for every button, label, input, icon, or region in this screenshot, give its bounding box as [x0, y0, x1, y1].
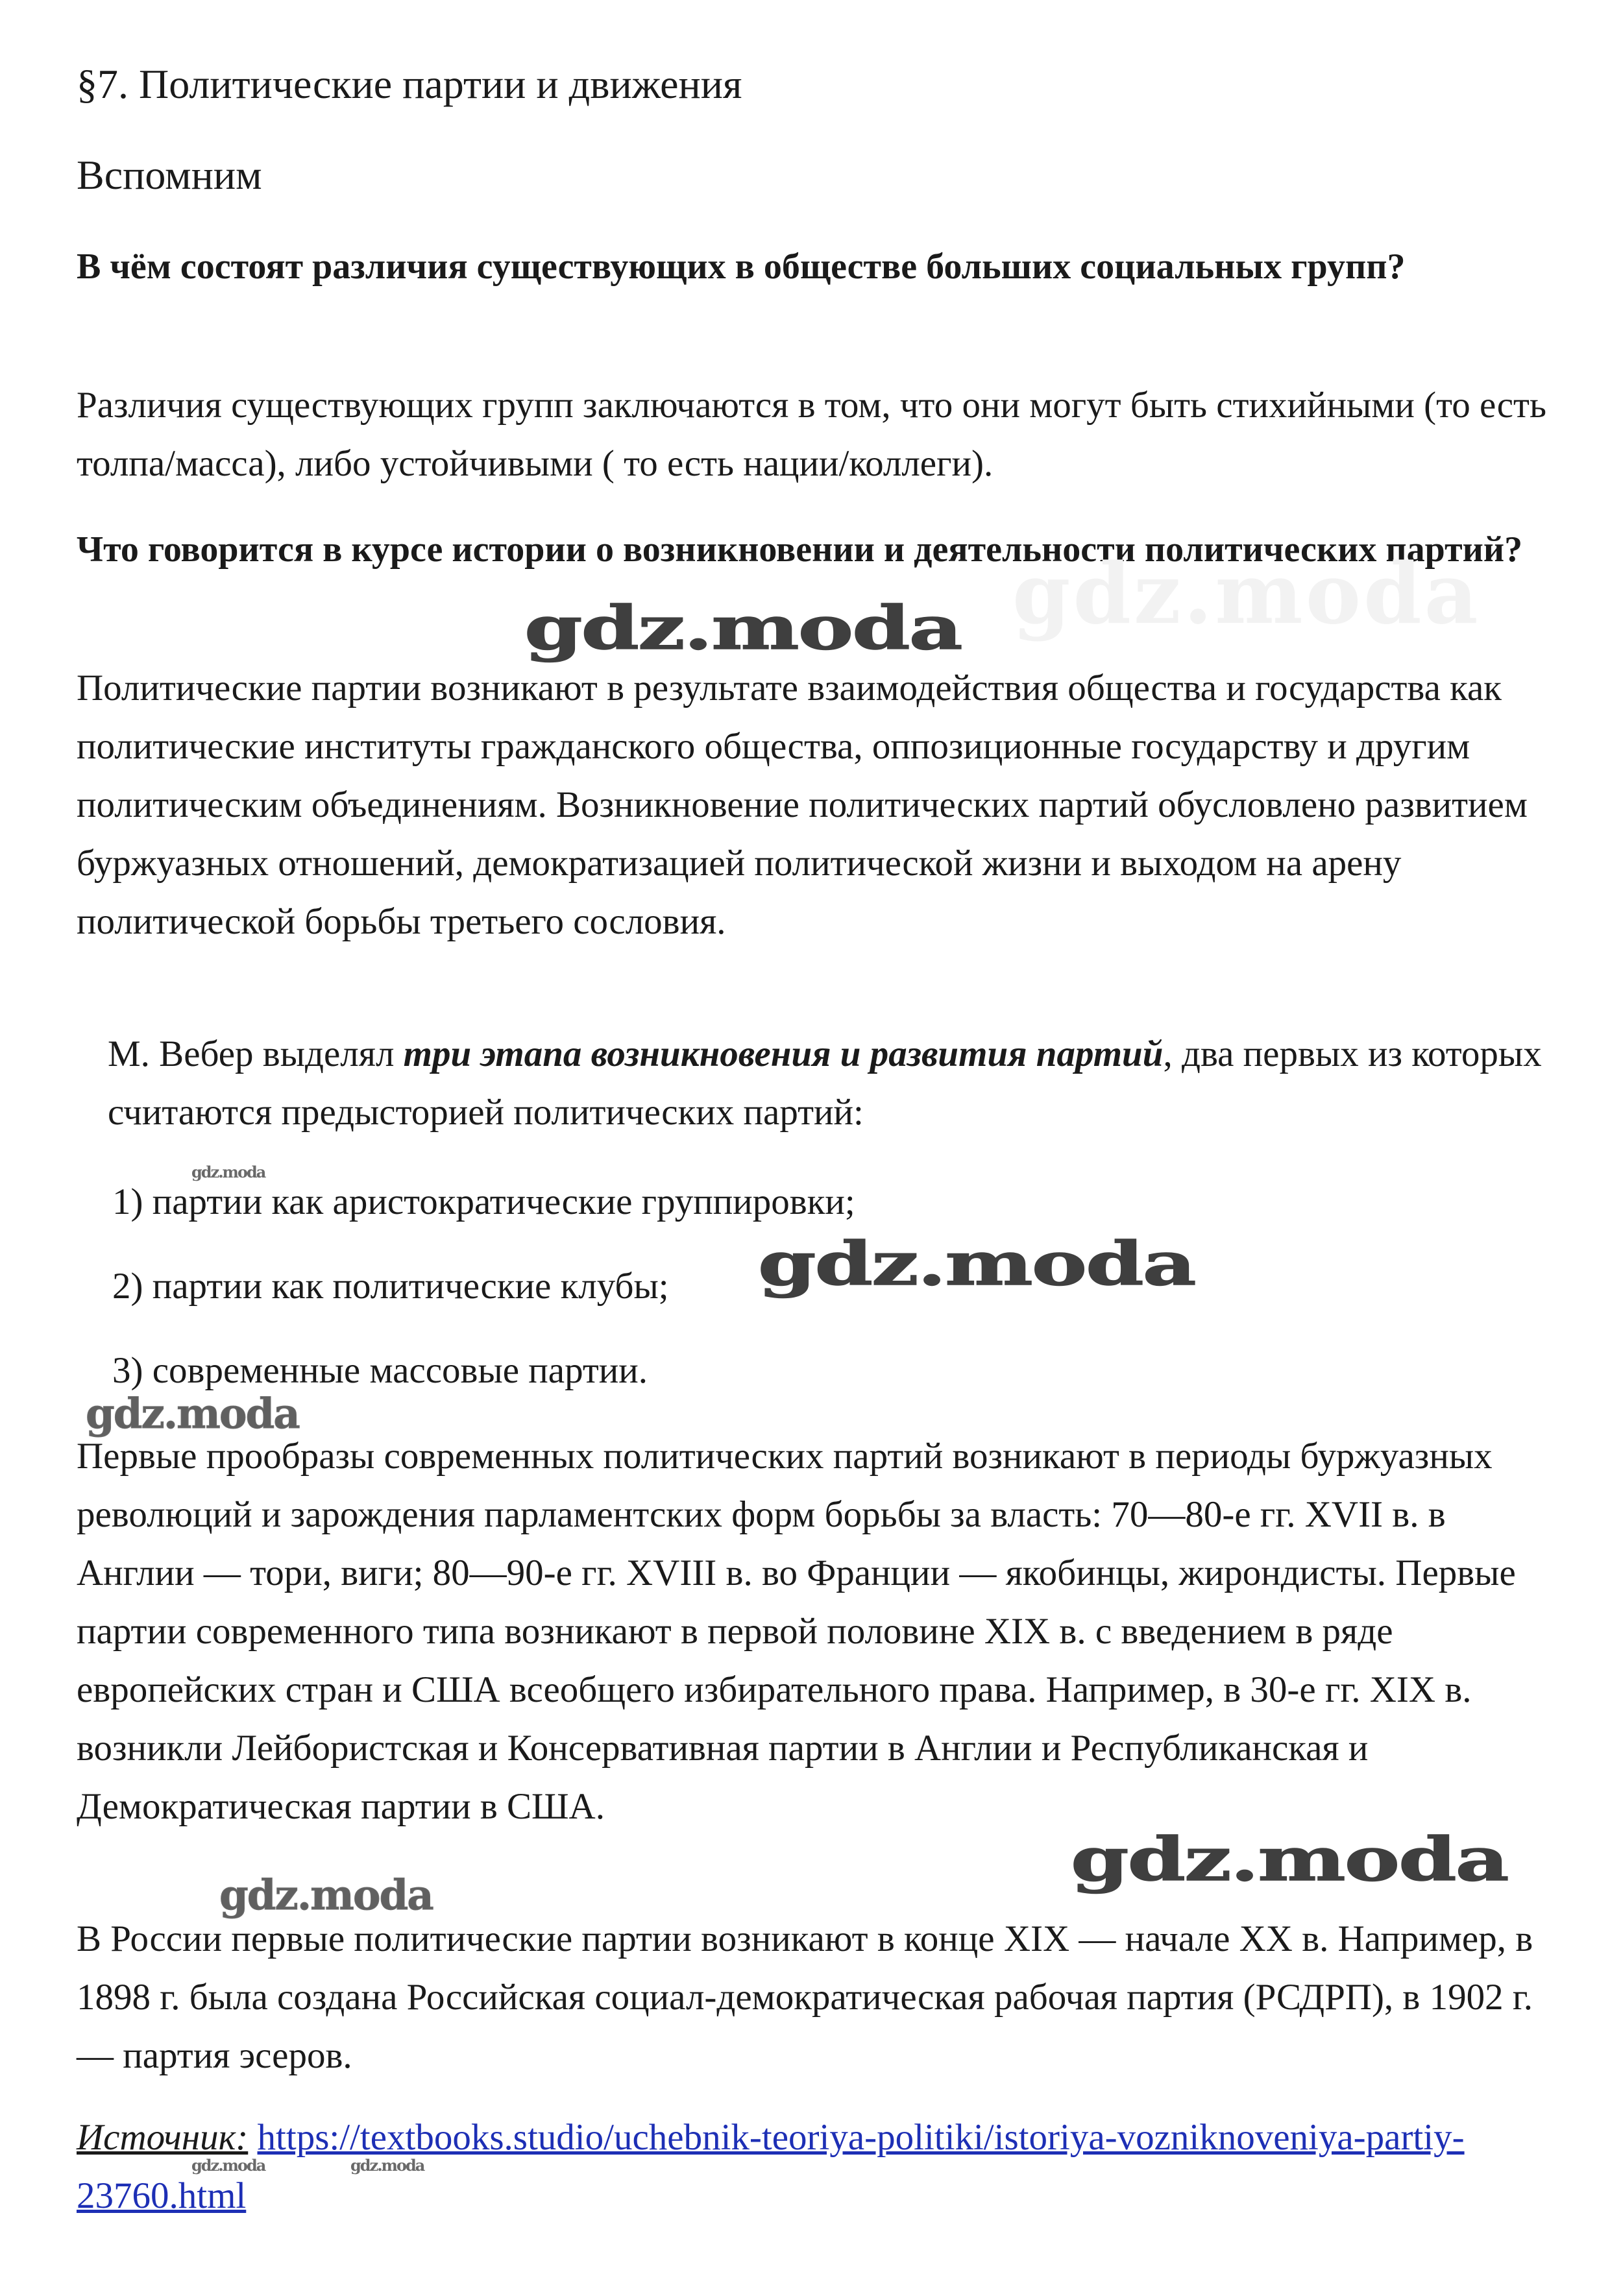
- watermark-medium-1: gdz.moda: [86, 1390, 299, 1438]
- weber-text-before: М. Вебер выделял: [108, 1033, 404, 1074]
- stage-item-3: 3) современные массовые партии.: [112, 1350, 648, 1391]
- watermark-small-2: gdz.moda: [191, 2156, 265, 2175]
- question-1: В чём состоят различия существующих в обществе больших социальных групп?: [77, 247, 1406, 287]
- question-2: Что говорится в курсе истории о возникновении и деятельности политических партий?: [77, 529, 1523, 570]
- watermark-faint: gdz.moda: [1012, 546, 1481, 643]
- watermark-large-1: gdz.moda: [524, 593, 962, 664]
- source-line: [77, 2109, 1550, 2225]
- watermark-large-2: gdz.moda: [758, 1229, 1195, 1299]
- answer-2: Политические партии возникают в результате взаимодействия общества и государства как политические институты гражданского общества, оппозиционные государству и другим политическим объединениям. Возникновение политических партий обусловлено развитием буржуазных отношений, демократизацией политической жизни и выходом на арену политической борьбы третьего сословия.: [77, 668, 1528, 942]
- answer-4: В России первые политические партии возникают в конце XIX — начале XX в. Например, в 1898 г. была создана Российская социал-демократическая рабочая партия (РСДРП), в 1902 г. — партия эсеров.: [77, 1918, 1533, 2076]
- watermark-medium-2: gdz.moda: [219, 1871, 433, 1920]
- page-title: §7. Политические партии и движения: [77, 61, 742, 107]
- source-link[interactable]: https://textbooks.studio/uchebnik-teoriya-politiki/istoriya-vozniknoveniya-partiy-23760.html: [77, 2117, 1465, 2216]
- weber-paragraph: [77, 1025, 1581, 1142]
- answer-3: Первые прообразы современных политических партий возникают в периоды буржуазных революций и зарождения парламентских форм борьбы за власть: 70—80-е гг. XVII в. в Англии — тори, виги; 80—90-е гг. XVIII в. во Франции — якобинцы, жирондисты. Первые партии современного типа возникают в первой половине XIX в. с введением в ряде европейских стран и США всеобщего избирательного права. Например, в 30-е гг. XIX в. возникли Лейбористская и Консервативная партии в Англии и Республиканская и Демократическая партии в США.: [77, 1436, 1516, 1827]
- answer-1: Различия существующих групп заключаются в том, что они могут быть стихийными (то есть толпа/масса), либо устойчивыми ( то есть нации/коллеги).: [77, 385, 1546, 484]
- watermark-small-3: gdz.moda: [350, 2156, 424, 2175]
- stage-item-1: 1) партии как аристократические группировки;: [112, 1181, 855, 1222]
- source-label: Источник:: [77, 2117, 249, 2158]
- stage-item-2: 2) партии как политические клубы;: [112, 1266, 669, 1307]
- watermark-small-1: gdz.moda: [191, 1163, 265, 1181]
- weber-emphasis: три этапа возникновения и развития партий: [403, 1033, 1164, 1074]
- weber-text-after: , два первых из которых считаются предысторией политических партий:: [108, 1033, 1542, 1133]
- section-heading: Вспомним: [77, 152, 262, 198]
- watermark-large-3: gdz.moda: [1071, 1824, 1508, 1895]
